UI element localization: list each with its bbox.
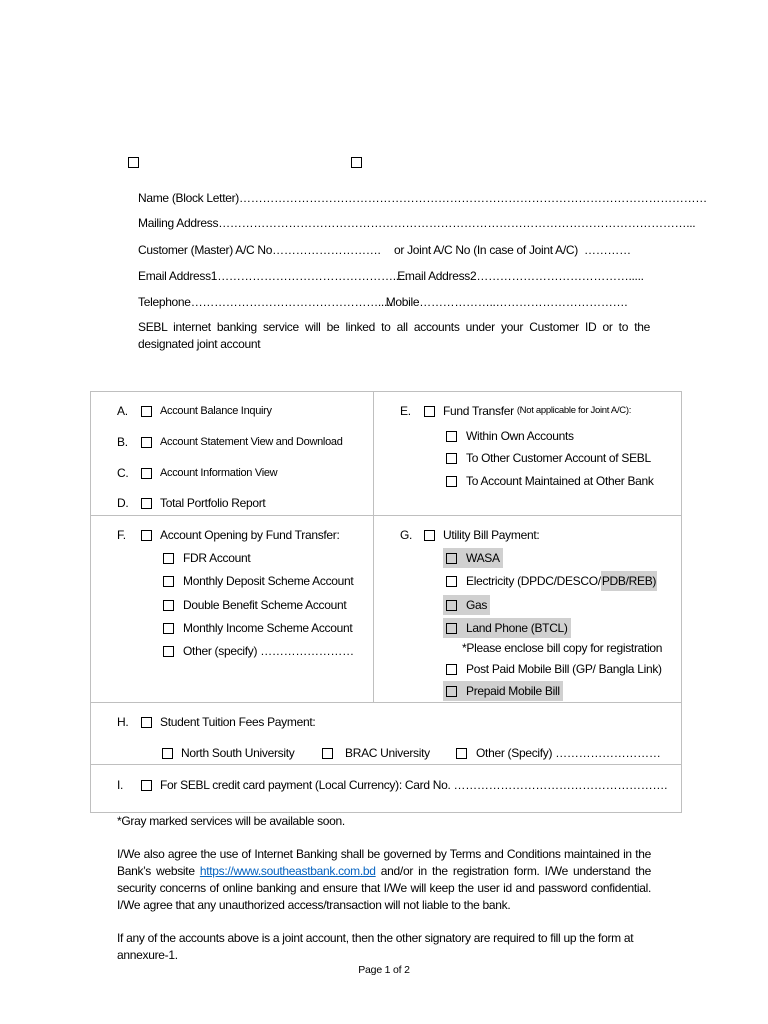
email-fields[interactable] [138, 269, 646, 283]
post-paid-checkbox[interactable] [446, 664, 457, 675]
fdr-account-checkbox[interactable] [163, 553, 174, 564]
linking-note: SEBL internet banking service will be linked to all accounts under your Customer ID or to the designated joint account [138, 320, 650, 351]
name-field[interactable] [138, 191, 708, 205]
monthly-income-checkbox[interactable] [163, 623, 174, 634]
fund-transfer-option [443, 448, 654, 468]
service-h-letter: H. [117, 715, 129, 729]
fund-transfer-sebl-checkbox[interactable] [446, 453, 457, 464]
phone-fields[interactable] [138, 295, 641, 309]
service-i-checkbox[interactable] [141, 780, 152, 791]
electricity-label-text: Electricity (DPDC/DESCO/ [466, 574, 601, 588]
nsu-label: North South University [181, 746, 295, 760]
telephone-label: Telephone [138, 295, 191, 309]
table-row-divider [90, 515, 682, 516]
service-f-label: Account Opening by Fund Transfer: [160, 528, 340, 542]
wasa-label: WASA [466, 551, 500, 565]
service-c-letter: C. [117, 466, 129, 480]
joint-account-input-line[interactable]: ………… [584, 243, 631, 257]
account-number-input-line[interactable]: ………………………. [272, 243, 381, 257]
utility-option-prepaid [443, 681, 563, 701]
service-i [117, 778, 667, 792]
gray-services-note: *Gray marked services will be available soon. [117, 814, 345, 828]
monthly-deposit-label: Monthly Deposit Scheme Account [183, 574, 354, 588]
service-g-letter: G. [400, 528, 413, 542]
electricity-gray-text: PDB/REB) [601, 571, 657, 591]
name-input-line[interactable]: ………………………………………………………………………………………………………… [239, 191, 708, 205]
service-g-checkbox[interactable] [424, 530, 435, 541]
fund-transfer-sebl-label: To Other Customer Account of SEBL [466, 451, 651, 465]
tuition-option [162, 743, 294, 763]
tuition-other-checkbox[interactable] [456, 748, 467, 759]
brac-checkbox[interactable] [322, 748, 333, 759]
tuition-option [456, 743, 661, 763]
service-a-checkbox[interactable] [141, 406, 152, 417]
service-g-label: Utility Bill Payment: [443, 528, 540, 542]
service-a-label: Account Balance Inquiry [160, 405, 272, 417]
double-benefit-label: Double Benefit Scheme Account [183, 598, 347, 612]
service-h-label: Student Tuition Fees Payment: [160, 715, 316, 729]
post-paid-label: Post Paid Mobile Bill (GP/ Bangla Link) [466, 662, 662, 676]
utility-option-wasa [443, 548, 503, 568]
other-specify-checkbox[interactable] [163, 646, 174, 657]
table-row-divider [90, 702, 682, 703]
gas-checkbox[interactable] [446, 600, 457, 611]
service-d [117, 496, 265, 510]
service-i-letter: I. [117, 778, 124, 792]
gas-label: Gas [466, 598, 488, 612]
fund-transfer-option [443, 471, 657, 491]
service-h [117, 715, 315, 729]
top-left-checkbox[interactable] [128, 157, 139, 168]
service-e-note: (Not applicable for Joint A/C): [516, 405, 632, 416]
land-phone-checkbox[interactable] [446, 623, 457, 634]
email2-input-line[interactable]: …………………………………..... [476, 269, 644, 283]
service-h-checkbox[interactable] [141, 717, 152, 728]
utility-option-land-phone [443, 618, 571, 638]
fund-transfer-own-label: Within Own Accounts [466, 429, 574, 443]
account-number-label: Customer (Master) A/C No [138, 243, 273, 257]
double-benefit-checkbox[interactable] [163, 600, 174, 611]
mailing-address-field[interactable] [138, 216, 696, 230]
service-e-letter: E. [400, 404, 411, 418]
account-opening-option [163, 618, 352, 638]
telephone-input-line[interactable]: …………………………………………..... [190, 295, 394, 309]
service-e-checkbox[interactable] [424, 406, 435, 417]
utility-option-gas [443, 595, 490, 615]
prepaid-label: Prepaid Mobile Bill [466, 684, 560, 698]
service-d-label: Total Portfolio Report [160, 496, 266, 510]
service-d-checkbox[interactable] [141, 498, 152, 509]
service-c-label: Account Information View [160, 467, 278, 479]
account-opening-option [163, 595, 346, 615]
service-b-checkbox[interactable] [141, 437, 152, 448]
electricity-checkbox[interactable] [446, 576, 457, 587]
nsu-checkbox[interactable] [162, 748, 173, 759]
monthly-deposit-checkbox[interactable] [163, 576, 174, 587]
fund-transfer-own-checkbox[interactable] [446, 431, 457, 442]
joint-account-label: or Joint A/C No (In case of Joint A/C) [393, 243, 578, 257]
fund-transfer-other-bank-checkbox[interactable] [446, 476, 457, 487]
page-number: Page 1 of 2 [358, 964, 410, 976]
mailing-address-input-line[interactable]: …………………………………………………………………………………………………………... [218, 216, 696, 230]
terms-text-start: I/We also agree the use of Internet Banking shall be governed by Terms and Conditions maintained in the Bank’s website [117, 847, 651, 878]
service-b [117, 435, 343, 449]
terms-text-end: and/or in the registration form. I/We understand the security concerns of online banking and ensure that I/We will keep the user id and password confidential. I/We agree that any unauthorized access/transaction will not liable to the bank. [117, 864, 651, 912]
service-a [117, 404, 272, 418]
email1-label: Email Address1 [138, 269, 218, 283]
account-opening-option [163, 641, 354, 661]
service-a-letter: A. [117, 404, 128, 418]
service-c-checkbox[interactable] [141, 468, 152, 479]
joint-account-note: If any of the accounts above is a joint account, then the other signatory are required to fill up the form at annexure-1. [117, 931, 634, 962]
utility-option-post-paid [443, 659, 665, 679]
fund-transfer-other-bank-label: To Account Maintained at Other Bank [466, 474, 654, 488]
tuition-option [322, 743, 430, 763]
table-row-divider [90, 764, 682, 765]
tuition-other-label: Other (Specify) ……………………… [476, 746, 661, 760]
utility-option-electricity [443, 571, 660, 591]
account-opening-option [163, 548, 250, 568]
bill-copy-note: *Please enclose bill copy for registration [462, 641, 663, 655]
land-phone-label: Land Phone (BTCL) [466, 621, 568, 635]
email1-input-line[interactable]: ………………………………………..... [217, 269, 408, 283]
service-g [400, 528, 539, 542]
service-e [400, 404, 631, 418]
table-column-divider [373, 391, 374, 702]
service-f [117, 528, 340, 542]
service-f-letter: F. [117, 528, 126, 542]
other-specify-label: Other (specify) …………………… [183, 644, 354, 658]
top-right-checkbox[interactable] [351, 157, 362, 168]
service-f-checkbox[interactable] [141, 530, 152, 541]
service-i-label: For SEBL credit card payment (Local Currency): Card No. ………………………………………………. [160, 778, 668, 792]
fund-transfer-option [443, 426, 577, 446]
account-opening-option [163, 571, 353, 591]
bank-website-link[interactable]: https://www.southeastbank.com.bd [199, 864, 376, 878]
mailing-address-label: Mailing Address [138, 216, 219, 230]
service-d-letter: D. [117, 496, 129, 510]
service-e-label: Fund Transfer [443, 404, 514, 418]
brac-label: BRAC University [345, 746, 430, 760]
electricity-label [466, 571, 657, 591]
terms-paragraph [117, 846, 651, 914]
name-label: Name (Block Letter) [138, 191, 239, 205]
prepaid-checkbox[interactable] [446, 686, 457, 697]
mobile-input-line[interactable]: ………………..……………………………. [419, 295, 628, 309]
account-number-field[interactable] [138, 243, 630, 257]
fdr-account-label: FDR Account [183, 551, 251, 565]
wasa-checkbox[interactable] [446, 553, 457, 564]
email2-label: Email Address2 [397, 269, 477, 283]
service-c [117, 466, 277, 480]
mobile-label: Mobile [385, 295, 420, 309]
service-b-label: Account Statement View and Download [160, 436, 343, 448]
monthly-income-label: Monthly Income Scheme Account [183, 621, 353, 635]
service-b-letter: B. [117, 435, 128, 449]
